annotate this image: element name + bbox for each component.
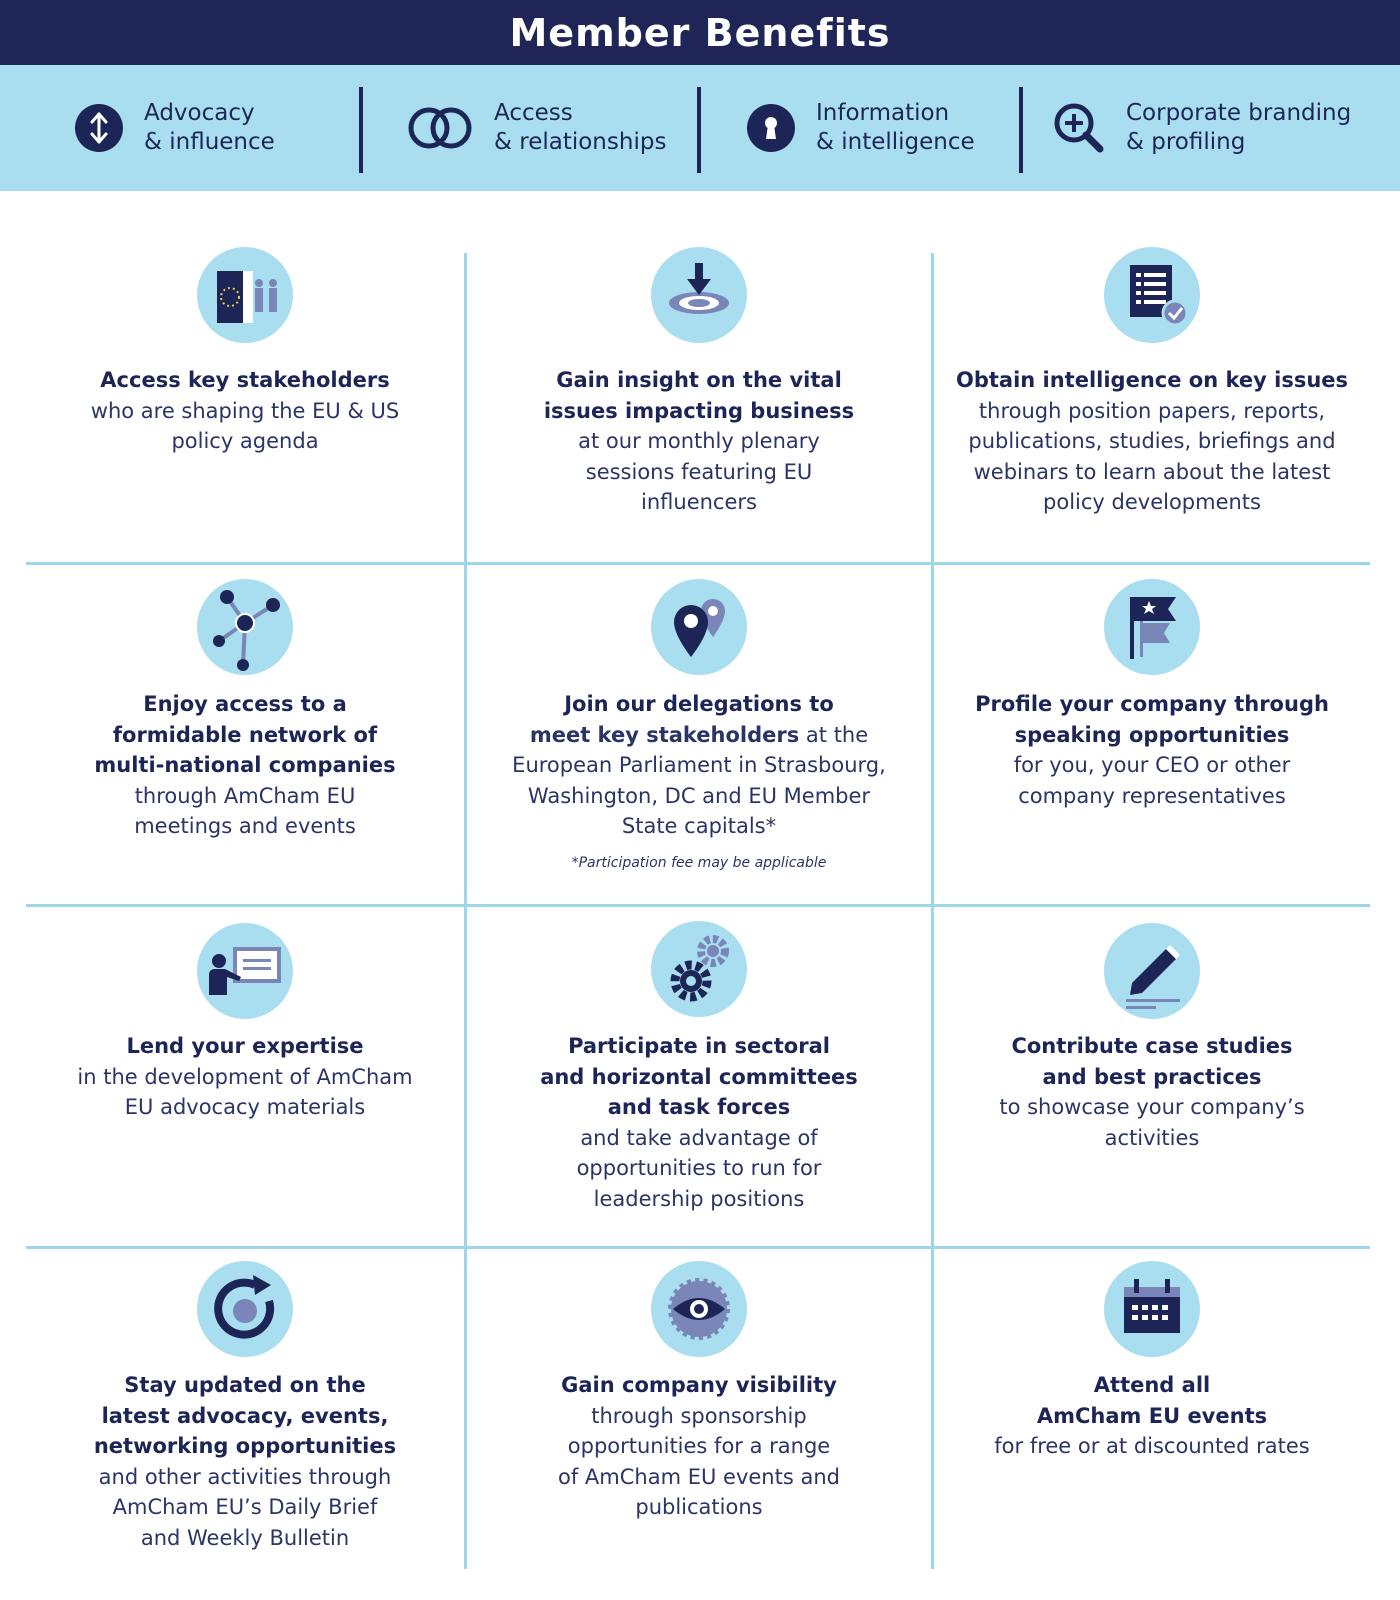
benefit-footnote: *Participation fee may be applicable bbox=[571, 854, 827, 871]
benefit-title-line: issues impacting business bbox=[543, 398, 855, 423]
category-divider bbox=[359, 87, 363, 173]
benefit-text-line: of AmCham EU events and bbox=[558, 1464, 840, 1489]
benefit-text-line: policy agenda bbox=[171, 429, 319, 453]
category-advocacy bbox=[74, 65, 275, 191]
benefit-text-line: European Parliament in Strasbourg, bbox=[512, 753, 886, 777]
benefit-card bbox=[26, 907, 464, 1246]
magnifier-plus-icon bbox=[1052, 101, 1106, 155]
benefit-text-line: for you, your CEO or other bbox=[1013, 753, 1291, 777]
benefit-title-line: speaking opportunities bbox=[1014, 722, 1290, 747]
eye-icon bbox=[651, 1261, 747, 1357]
target-arrow-icon bbox=[651, 247, 747, 343]
header-bar bbox=[0, 0, 1400, 65]
benefit-text-line: leadership positions bbox=[593, 1186, 805, 1211]
calendar-icon bbox=[1104, 1261, 1200, 1357]
category-label-line1: Information bbox=[816, 100, 950, 126]
category-divider bbox=[697, 87, 701, 173]
benefit-text-line: webinars to learn about the latest bbox=[973, 459, 1331, 484]
benefit-title-line: latest advocacy, events, bbox=[101, 1403, 389, 1428]
map-pins-icon bbox=[651, 579, 747, 675]
page-title: Member Benefits bbox=[509, 10, 891, 55]
category-label-line2: & influence bbox=[144, 129, 275, 155]
benefit-text-line: meetings and events bbox=[134, 814, 356, 838]
gears-icon bbox=[651, 921, 747, 1017]
category-label-line2: & profiling bbox=[1126, 129, 1246, 155]
benefit-text-line: Washington, DC and EU Member bbox=[527, 783, 871, 808]
benefit-title-line: Obtain intelligence on key issues bbox=[955, 368, 1349, 392]
benefit-card bbox=[934, 907, 1370, 1246]
benefit-text-line: and take advantage of bbox=[580, 1125, 818, 1150]
benefit-card bbox=[467, 907, 931, 1246]
network-nodes-icon bbox=[197, 579, 293, 675]
flags-icon bbox=[1104, 579, 1200, 675]
benefit-title-line: Access key stakeholders bbox=[100, 368, 390, 392]
refresh-icon bbox=[197, 1261, 293, 1357]
benefit-text-line: activities bbox=[1104, 1125, 1200, 1150]
benefit-card bbox=[934, 565, 1370, 904]
benefit-title-line: networking opportunities bbox=[93, 1434, 397, 1458]
linked-rings-icon bbox=[406, 103, 474, 153]
benefits-grid bbox=[0, 191, 1400, 1600]
pencil-icon bbox=[1104, 923, 1200, 1019]
document-check-icon bbox=[1104, 247, 1200, 343]
benefit-text-line: company representatives bbox=[1018, 783, 1286, 808]
benefit-title-line: and horizontal committees bbox=[540, 1064, 858, 1089]
benefit-text-line: through AmCham EU bbox=[134, 783, 356, 808]
eu-door-people-icon bbox=[197, 247, 293, 343]
benefit-text-line: in the development of AmCham bbox=[77, 1064, 413, 1089]
benefit-title-line: Enjoy access to a bbox=[143, 692, 347, 716]
benefit-title-line: and task forces bbox=[607, 1095, 791, 1119]
benefit-title-line: multi-national companies bbox=[94, 753, 396, 777]
benefit-text-line: publications bbox=[635, 1495, 763, 1519]
benefit-text-line: EU advocacy materials bbox=[124, 1095, 366, 1119]
category-divider bbox=[1019, 87, 1023, 173]
benefit-card bbox=[26, 565, 464, 904]
benefit-title-line: Lend your expertise bbox=[126, 1034, 364, 1058]
benefit-title-line: Stay updated on the bbox=[124, 1373, 366, 1397]
benefit-card bbox=[26, 191, 464, 562]
category-label-line1: Corporate branding bbox=[1126, 100, 1352, 126]
category-bar bbox=[0, 65, 1400, 191]
benefit-text-line: at our monthly plenary bbox=[578, 429, 820, 453]
benefit-title-line: Profile your company through bbox=[975, 692, 1329, 716]
benefit-text-line: influencers bbox=[641, 490, 757, 514]
category-label-line1: Advocacy bbox=[144, 100, 255, 126]
benefit-text-line: opportunities to run for bbox=[576, 1156, 822, 1180]
benefit-card bbox=[26, 1249, 464, 1600]
benefit-text-line: who are shaping the EU & US bbox=[90, 398, 400, 423]
benefit-title-line: and best practices bbox=[1042, 1064, 1262, 1089]
benefit-card bbox=[934, 191, 1370, 562]
benefit-text-line: and other activities through bbox=[98, 1464, 392, 1489]
benefit-title-line: Gain company visibility bbox=[561, 1373, 837, 1397]
benefit-text-line: for free or at discounted rates bbox=[994, 1434, 1310, 1458]
benefit-title-line: Participate in sectoral bbox=[568, 1034, 830, 1058]
benefit-card bbox=[467, 565, 931, 904]
benefit-text-line: and Weekly Bulletin bbox=[140, 1525, 350, 1550]
category-information bbox=[746, 65, 975, 191]
category-label-line2: & relationships bbox=[494, 129, 667, 155]
benefit-title-inline: meet key stakeholders bbox=[529, 722, 800, 747]
category-access bbox=[406, 65, 666, 191]
benefit-card bbox=[467, 191, 931, 562]
benefit-card bbox=[934, 1249, 1370, 1600]
benefit-title-line: Contribute case studies bbox=[1011, 1034, 1293, 1058]
benefit-text-line: sessions featuring EU bbox=[585, 459, 813, 484]
benefit-title-line: Attend all bbox=[1093, 1373, 1211, 1397]
benefit-title-line: AmCham EU events bbox=[1036, 1403, 1268, 1428]
presenter-board-icon bbox=[197, 923, 293, 1019]
category-label-line2: & intelligence bbox=[816, 129, 975, 155]
benefit-text-line: opportunities for a range bbox=[567, 1434, 831, 1458]
category-label-line1: Access bbox=[494, 100, 573, 126]
benefit-text-line: AmCham EU’s Daily Brief bbox=[112, 1495, 378, 1519]
benefit-card bbox=[467, 1249, 931, 1600]
benefit-title-line: formidable network of bbox=[112, 722, 378, 747]
benefit-text-line: publications, studies, briefings and bbox=[968, 429, 1336, 453]
benefit-mixed-line bbox=[467, 720, 931, 751]
benefit-title-line: Join our delegations to bbox=[564, 692, 834, 716]
up-down-arrows-icon bbox=[74, 103, 124, 153]
keyhole-icon bbox=[746, 103, 796, 153]
benefit-title-line: Gain insight on the vital bbox=[556, 368, 842, 392]
benefit-text-line: through sponsorship bbox=[591, 1403, 807, 1428]
category-branding bbox=[1052, 65, 1351, 191]
benefit-text-line: policy developments bbox=[1043, 490, 1261, 514]
benefit-text-inline: at the bbox=[799, 722, 869, 747]
benefit-text-line: to showcase your company’s bbox=[999, 1095, 1305, 1119]
benefit-text-line: through position papers, reports, bbox=[978, 398, 1326, 423]
benefit-text-line: State capitals* bbox=[621, 814, 777, 838]
